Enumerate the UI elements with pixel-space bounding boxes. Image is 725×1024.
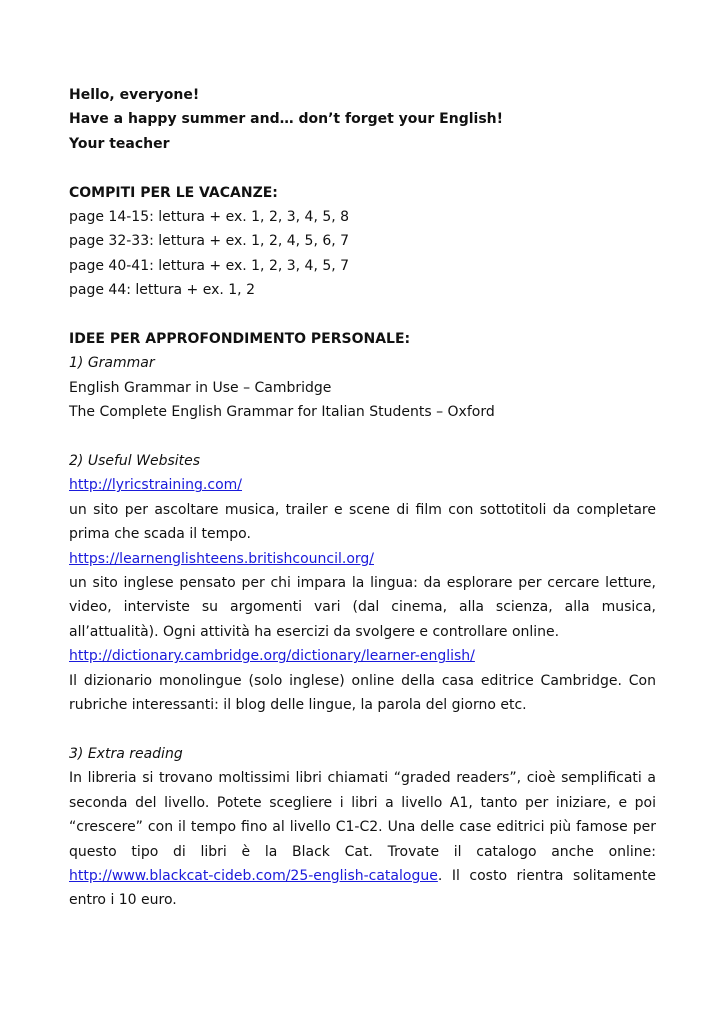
spacer: [69, 303, 656, 327]
britishcouncil-description: un sito inglese pensato per chi impara la lingua: da esplorare per cercare letture, video, interviste su argomenti vari (dal cinema, alla scienza, alla musica, all’attualità). Ogni attività ha esercizi da svolgere e controllare online.: [69, 575, 656, 640]
cambridge-dictionary-link[interactable]: http://dictionary.cambridge.org/dictionary/learner-english/: [69, 648, 475, 665]
websites-title: 2) Useful Websites: [69, 453, 201, 470]
homework-heading: COMPITI PER LE VACANZE:: [69, 184, 278, 201]
grammar-title: 1) Grammar: [69, 355, 155, 372]
lyricstraining-description: un sito per ascoltare musica, trailer e scene di film con sottotitoli da completare prima che scada il tempo.: [69, 501, 656, 543]
spacer: [69, 718, 656, 742]
cambridge-dictionary-description: Il dizionario monolingue (solo inglese) online della casa editrice Cambridge. Con rubriche interessanti: il blog delle lingue, la parola del giorno etc.: [69, 672, 656, 714]
lyricstraining-link[interactable]: http://lyricstraining.com/: [69, 477, 243, 494]
greeting-hello: Hello, everyone!: [69, 87, 200, 103]
document-page: [69, 83, 656, 913]
grammar-book: English Grammar in Use – Cambridge: [69, 379, 332, 396]
homework-item: page 40-41: lettura + ex. 1, 2, 3, 4, 5, 7: [69, 257, 350, 274]
reading-text-before: In libreria si trovano moltissimi libri chiamati “graded readers”, cioè semplificati a seconda del livello. Potete scegliere i libri a livello A1, tanto per iniziare, e poi “crescere” con il tempo fino al livello C1-C2. Una delle case editrici più famose per questo tipo di libri è la Black Cat. Trovate il catalogo anche online:: [69, 770, 656, 860]
spacer: [69, 425, 656, 449]
greeting-signature: Your teacher: [69, 135, 170, 152]
reading-paragraph: [69, 766, 656, 912]
ideas-heading: IDEE PER APPROFONDIMENTO PERSONALE:: [69, 331, 411, 348]
reading-title: 3) Extra reading: [69, 745, 183, 762]
spacer: [69, 156, 656, 180]
homework-item: page 44: lettura + ex. 1, 2: [69, 282, 255, 299]
grammar-book: The Complete English Grammar for Italian Students – Oxford: [69, 404, 495, 421]
reading-text-after: . Il costo rientra solitamente entro i 10 euro.: [69, 867, 656, 909]
homework-item: page 32-33: lettura + ex. 1, 2, 4, 5, 6, 7: [69, 233, 350, 250]
blackcat-catalogue-link[interactable]: http://www.blackcat-cideb.com/25-english-catalogue: [69, 867, 438, 884]
greeting-summer: Have a happy summer and… don’t forget your English!: [69, 111, 504, 128]
britishcouncil-link[interactable]: https://learnenglishteens.britishcouncil.org/: [69, 550, 374, 567]
homework-item: page 14-15: lettura + ex. 1, 2, 3, 4, 5, 8: [69, 209, 350, 226]
